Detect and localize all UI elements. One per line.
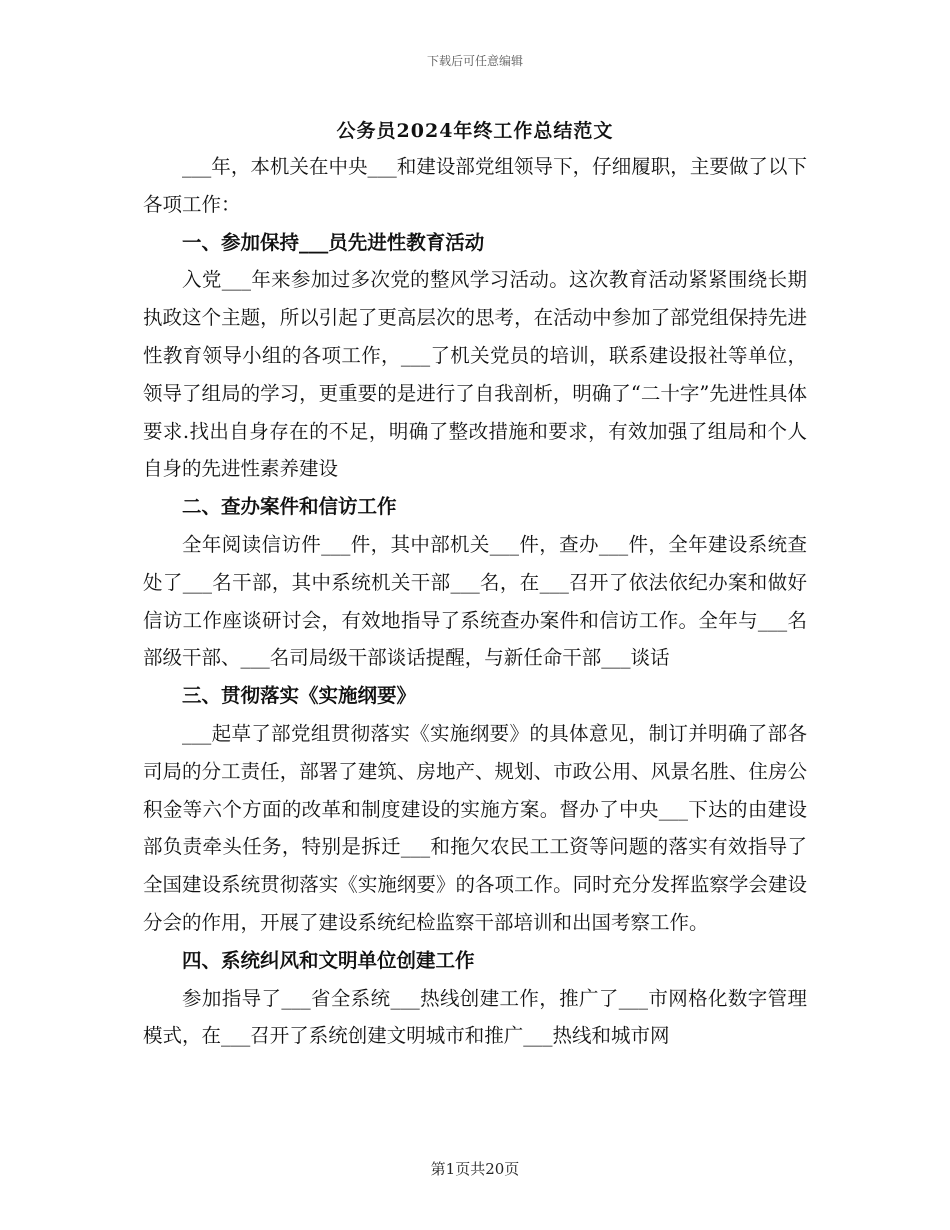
- section-heading-2: 二、查办案件和信访工作: [182, 495, 397, 519]
- section-heading-3: 三、贯彻落实《实施纲要》: [182, 684, 417, 708]
- section-heading-4: 四、系统纠风和文明单位创建工作: [182, 948, 475, 972]
- section-body-2: 全年阅读信访件___件，其中部机关___件，查办___件，全年建设系统查处了___名干部，其中系统机关干部___名，在___召开了依法依纪办案和做好信访工作座谈研讨会，有效地指导了系统查办案件和信访工作。全年与___名部级干部、___名司局级干部谈话提醒，与新任命干部___谈话: [143, 532, 807, 670]
- header-note: 下载后可任意编辑: [426, 54, 523, 68]
- section-heading-1: 一、参加保持___员先进性教育活动: [182, 230, 485, 254]
- section-body-1: 入党___年来参加过多次党的整风学习活动。这次教育活动紧紧围绕长期执政这个主题，所以引起了更高层次的思考，在活动中参加了部党组保持先进性教育领导小组的各项工作，___了机关党员的培训，联系建设报社等单位，领导了组局的学习，更重要的是进行了自我剖析，明确了“二十字”先进性具体要求.找出自身存在的不足，明确了整改措施和要求，有效加强了组局和个人自身的先进性素养建设: [143, 268, 807, 481]
- page-footer: 第1页共20页: [430, 1160, 520, 1178]
- intro-paragraph: ___年，本机关在中央___和建设部党组领导下，仔细履职，主要做了以下各项工作：: [143, 155, 807, 216]
- document-body: [143, 148, 807, 1055]
- document-title: 公务员2024年终工作总结范文: [336, 120, 614, 142]
- section-body-3: ___起草了部党组贯彻落实《实施纲要》的具体意见，制订并明确了部各司局的分工责任，部署了建筑、房地产、规划、市政公用、风景名胜、住房公积金等六个方面的改革和制度建设的实施方案。督办了中央___下达的由建设部负责牵头任务，特别是拆迁___和拖欠农民工工资等问题的落实有效指导了全国建设系统贯彻落实《实施纲要》的各项工作。同时充分发挥监察学会建设分会的作用，开展了建设系统纪检监察干部培训和出国考察工作。: [143, 721, 807, 934]
- section-body-4: 参加指导了___省全系统___热线创建工作，推广了___市网格化数字管理模式，在___召开了系统创建文明城市和推广___热线和城市网: [143, 986, 807, 1048]
